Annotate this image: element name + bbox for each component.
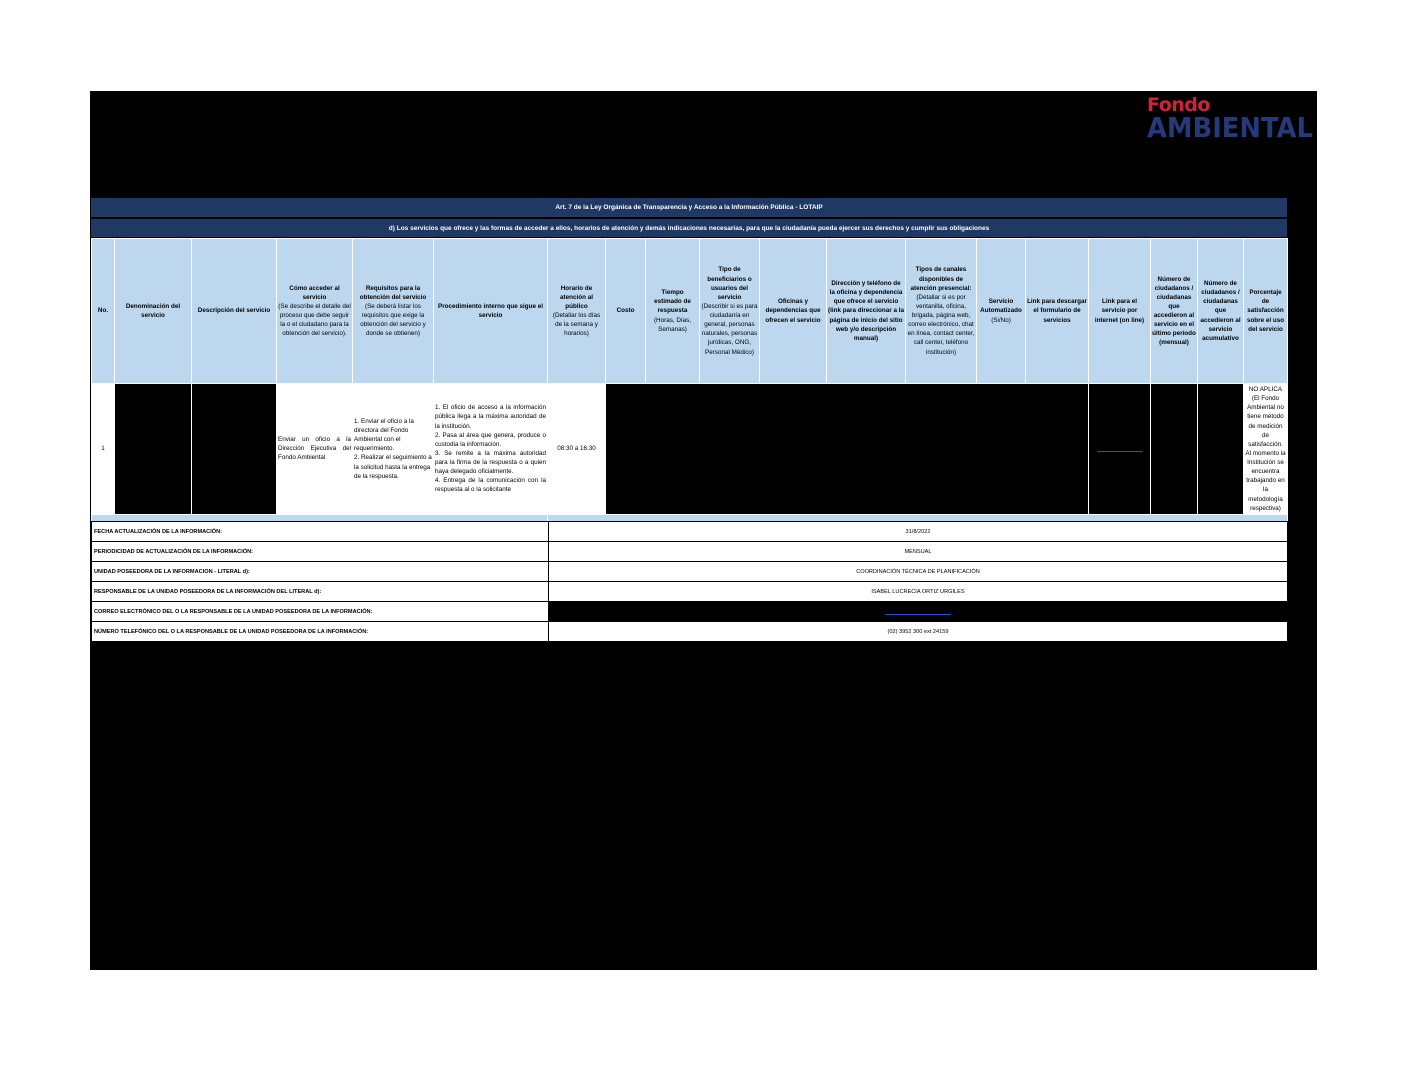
footer-value-responsable: ISABEL LUCRECIA ORTIZ URGILES — [549, 582, 1288, 602]
header-canales: Tipos de canales disponibles de atención presencial: (Detallar si es por ventanilla, oficina, brigada, página web, correo electrónico, chat en línea, contact center, call center, teléfono institución) — [906, 239, 977, 384]
services-table — [91, 238, 1288, 537]
footer-row — [92, 542, 1288, 562]
footer-value-fecha: 31/8/2022 — [549, 522, 1288, 542]
table-header-row — [92, 239, 1288, 384]
footer-row — [92, 622, 1288, 642]
header-automatizado: Servicio Automatizado (Si/No) — [977, 239, 1026, 384]
email-link[interactable] — [885, 607, 951, 615]
header-num-acumulativo: Número de ciudadanos / ciudadanas que accedieron al servicio acumulativo — [1198, 239, 1244, 384]
header-direccion: Dirección y teléfono de la oficina y dependencia que ofrece el servicio (link para direccionar a la página de inicio del sitio web y/o descripción manual) — [827, 239, 906, 384]
footer-label-unidad: UNIDAD POSEEDORA DE LA INFORMACION - LITERAL d): — [92, 562, 549, 582]
service-link[interactable] — [1097, 442, 1143, 452]
footer-info-table — [91, 521, 1288, 642]
cell-link-internet — [1089, 384, 1151, 515]
header-costo: Costo — [606, 239, 646, 384]
header-denominacion: Denominación del servicio — [115, 239, 192, 384]
header-link-internet: Link para el servicio por internet (on line) — [1089, 239, 1151, 384]
logo-line-1: Fondo — [1147, 94, 1210, 116]
table-row — [92, 384, 1288, 515]
header-procedimiento: Procedimiento interno que sigue el servicio — [434, 239, 548, 384]
logo-line-2: AMBIENTAL — [1147, 111, 1313, 144]
footer-label-telefono: NÚMERO TELEFÓNICO DEL O LA RESPONSABLE DE LA UNIDAD POSEEDORA DE LA INFORMACIÓN: — [92, 622, 549, 642]
header-porcentaje: Porcentaje de satisfacción sobre el uso del servicio — [1244, 239, 1288, 384]
law-title-bar: Art. 7 de la Ley Orgánica de Transparencia y Acceso a la Información Pública - LOTAIP — [91, 198, 1287, 217]
header-link-formulario: Link para descargar el formulario de servicios — [1026, 239, 1089, 384]
literal-subtitle-bar: d) Los servicios que ofrece y las formas de acceder a ellos, horarios de atención y demás indicaciones necesarias, para que la ciudadanía pueda ejercer sus derechos y cumplir sus obligaciones — [91, 219, 1287, 237]
footer-label-correo: CORREO ELECTRÓNICO DEL O LA RESPONSABLE DE LA UNIDAD POSEEDORA DE LA INFORMACIÓN: — [92, 602, 549, 622]
footer-value-unidad: COORDINACIÓN TÉCNICA DE PLANIFICACIÓN — [549, 562, 1288, 582]
footer-row — [92, 562, 1288, 582]
cell-num-periodo-redacted — [1151, 384, 1198, 515]
header-tipo-beneficiarios: Tipo de beneficiarios o usuarios del servicio (Describir si es para ciudadanía en general, personas naturales, personas jurídicas, ONG, Personal Médico) — [700, 239, 760, 384]
cell-descripcion-redacted — [192, 384, 277, 515]
footer-row — [92, 522, 1288, 542]
cell-num-acumulativo-redacted — [1198, 384, 1244, 515]
header-tiempo: Tiempo estimado de respuesta (Horas, Días, Semanas) — [646, 239, 700, 384]
footer-value-periodicidad: MENSUAL — [549, 542, 1288, 562]
cell-horario: 08:30 a 16:30 — [548, 384, 606, 515]
footer-row — [92, 602, 1288, 622]
cell-redacted-block — [606, 384, 1089, 515]
footer-label-responsable: RESPONSABLE DE LA UNIDAD POSEEDORA DE LA INFORMACIÓN DEL LITERAL d): — [92, 582, 549, 602]
cell-no: 1 — [92, 384, 115, 515]
cell-requisitos: 1. Enviar el oficio a la directora del Fondo Ambiental con el requerimiento. 2. Realizar el seguimiento a la solicitud hasta la entrega de la respuesta. — [353, 384, 434, 515]
cell-porcentaje: NO APLICA (El Fondo Ambiental no tiene método de medición de satisfacción. Al momento la Institución se encuentra trabajando en la metodología respectiva) — [1244, 384, 1288, 515]
cell-procedimiento: 1. El oficio de acceso a la información pública llega a la máxima autoridad de la institución. 2. Pasa al área que genera, produce o custodia la información. 3. Se remite a la máxima autoridad para la firma de la respuesta o a quien haya delegado oficialmente. 4. Entrega de la comunicación con la respuesta al o la solicitante — [434, 384, 548, 515]
cell-como-acceder: Enviar un oficio a la Dirección Ejecutiva del Fondo Ambiental — [277, 384, 353, 515]
footer-value-correo — [549, 602, 1288, 622]
header-num-periodo: Número de ciudadanos / ciudadanas que accedieron al servicio en el último período (mensual) — [1151, 239, 1198, 384]
cell-denominacion-redacted — [115, 384, 192, 515]
fondo-ambiental-logo — [1147, 96, 1312, 148]
header-como-acceder: Cómo acceder al servicio (Se describe el detalle del proceso que debe seguir la o el ciudadano para la obtención del servicio). — [277, 239, 353, 384]
header-no: No. — [92, 239, 115, 384]
header-descripcion: Descripción del servicio — [192, 239, 277, 384]
footer-row — [92, 582, 1288, 602]
footer-label-fecha: FECHA ACTUALIZACIÓN DE LA INFORMACIÓN: — [92, 522, 549, 542]
header-requisitos: Requisitos para la obtención del servicio (Se deberá listar los requisitos que exige la obtención del servicio y donde se obtienen) — [353, 239, 434, 384]
footer-value-telefono: (02) 3952 300 ext 24159 — [549, 622, 1288, 642]
header-horario: Horario de atención al público (Detallar los días de la semana y horarios) — [548, 239, 606, 384]
footer-label-periodicidad: PERIODICIDAD DE ACTUALIZACIÓN DE LA INFORMACIÓN: — [92, 542, 549, 562]
header-oficinas: Oficinas y dependencias que ofrecen el servicio — [760, 239, 827, 384]
